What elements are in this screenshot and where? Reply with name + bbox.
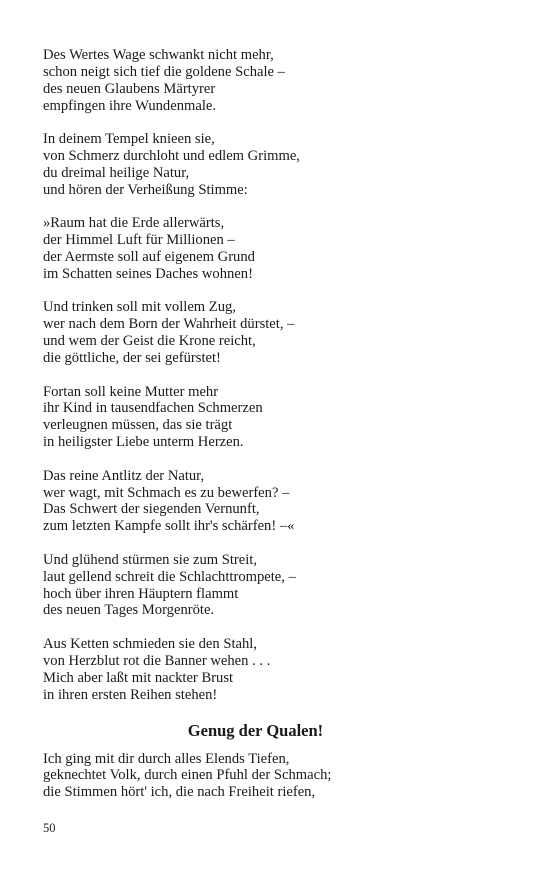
verse-line: die göttliche, der sei gefürstet! [43, 350, 221, 367]
stanza-4 [43, 299, 513, 367]
verse-line: Das reine Antlitz der Natur, [43, 467, 205, 484]
verse-line: in ihren ersten Reihen stehen! [43, 686, 218, 703]
verse-line: und wem der Geist die Krone reicht, [43, 333, 256, 350]
stanza-6 [43, 468, 513, 536]
verse-line: des neuen Tages Morgenröte. [43, 602, 215, 619]
verse-line: laut gellend schreit die Schlachttrompete, – [43, 568, 296, 585]
verse-line: von Schmerz durchloht und edlem Grimme, [43, 148, 300, 165]
verse-line: Aus Ketten schmieden sie den Stahl, [43, 635, 257, 652]
verse-line: Fortan soll keine Mutter mehr [43, 383, 219, 400]
page-body [43, 47, 513, 818]
verse-line: hoch über ihren Häuptern flammt [43, 585, 239, 602]
verse-line: Mich aber laßt mit nackter Brust [43, 669, 234, 686]
verse-line: zum letzten Kampfe sollt ihr's schärfen! –« [43, 518, 295, 535]
verse-line: von Herzblut rot die Banner wehen . . . [43, 652, 271, 669]
verse-line: in heiligster Liebe unterm Herzen. [43, 434, 244, 451]
verse-line: des neuen Glaubens Märtyrer [43, 80, 216, 97]
verse-line: der Himmel Luft für Millionen – [43, 232, 235, 249]
verse-line: ihr Kind in tausendfachen Schmerzen [43, 400, 263, 417]
stanza-5 [43, 384, 513, 452]
next-poem-stanza [43, 751, 513, 802]
page-number: 50 [43, 821, 56, 835]
verse-line: im Schatten seines Daches wohnen! [43, 265, 253, 282]
verse-line: In deinem Tempel knieen sie, [43, 131, 215, 148]
verse-line: die Stimmen hört' ich, die nach Freiheit riefen, [43, 784, 316, 801]
verse-line: geknechtet Volk, durch einen Pfuhl der Schmach; [43, 767, 332, 784]
verse-line: schon neigt sich tief die goldene Schale – [43, 63, 285, 80]
verse-line: empfingen ihre Wundenmale. [43, 97, 216, 114]
stanza-7 [43, 552, 513, 620]
stanza-8 [43, 636, 513, 704]
verse-line: Und trinken soll mit vollem Zug, [43, 299, 236, 316]
verse-line: Ich ging mit dir durch alles Elends Tiefen, [43, 750, 290, 767]
stanza-3 [43, 215, 513, 283]
verse-line: wer wagt, mit Schmach es zu bewerfen? – [43, 484, 290, 501]
verse-line: und hören der Verheißung Stimme: [43, 181, 248, 198]
poem-title: Genug der Qualen! [187, 720, 324, 740]
verse-line: du dreimal heilige Natur, [43, 164, 190, 181]
verse-line: der Aermste soll auf eigenem Grund [43, 249, 255, 266]
verse-line: »Raum hat die Erde allerwärts, [43, 215, 225, 232]
stanza-2 [43, 131, 513, 199]
verse-line: Des Wertes Wage schwankt nicht mehr, [43, 47, 274, 63]
stanza-1 [43, 47, 513, 115]
verse-line: verleugnen müssen, das sie trägt [43, 417, 233, 434]
verse-line: wer nach dem Born der Wahrheit dürstet, – [43, 316, 295, 333]
verse-line: Und glühend stürmen sie zum Streit, [43, 551, 258, 568]
verse-line: Das Schwert der siegenden Vernunft, [43, 501, 260, 518]
